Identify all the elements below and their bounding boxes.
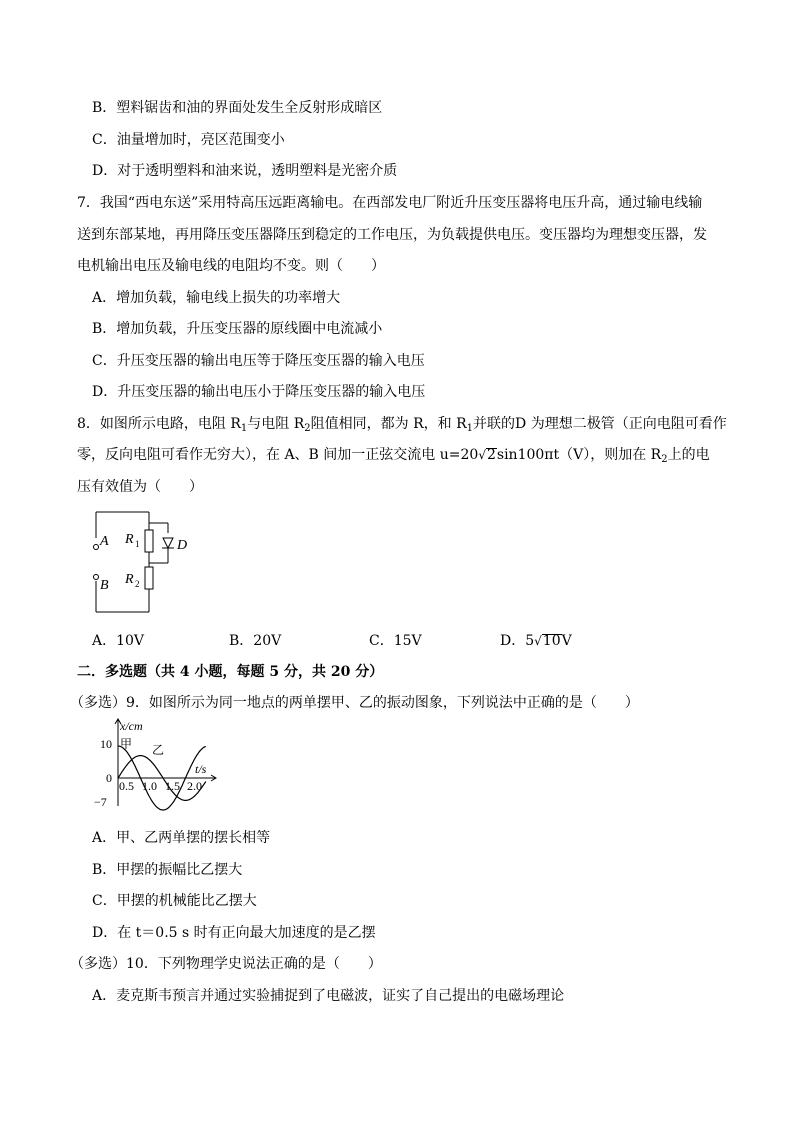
y-tick-10: 10: [100, 737, 112, 751]
q8-stem-line2: 零，反向电阻可看作无穷大），在 A、B 间加一正弦交流电 u=20√2sin100πt（V），则加在 $R_2$上的电: [77, 447, 710, 465]
diode-symbol: [163, 538, 173, 548]
section-2-heading: 二．多选题（共 4 小题，每题 5 分，共 20 分）: [77, 664, 384, 680]
q6-option-d: D．对于透明塑料和油来说，透明塑料是光密介质: [92, 163, 398, 179]
q7-stem-line3: 电机输出电压及输电线的电阻均不变。则（ ）: [77, 258, 385, 274]
x-axis-label: t/s: [195, 762, 207, 776]
q6-option-b: B．塑料锯齿和油的界面处发生全反射形成暗区: [92, 100, 383, 116]
q7-stem-line1: 7．我国“西电东送”采用特高压远距离输电。在西部发电厂附近升压变压器将电压升高，通过输电线输: [77, 195, 703, 211]
terminal-b: [94, 575, 99, 580]
label-jia: 甲: [120, 737, 133, 751]
q8-stem-line1: 8．如图所示电路，电阻 $R_1$与电阻 $R_2$阻值相同，都为 R，和 $R_1$并联的D 为理想二极管（正向电阻可看作: [77, 416, 727, 434]
q10-stem: （多选）10．下列物理学史说法正确的是（ ）: [70, 956, 382, 972]
x-tick-1.5: 1.5: [165, 779, 180, 793]
q9-stem: （多选）9．如图所示为同一地点的两单摆甲、乙的振动图象，下列说法中正确的是（ ）: [70, 695, 639, 711]
q7-stem-line2: 送到东部某地，再用降压变压器降压到稳定的工作电压，为负载提供电压。变压器均为理想变压器，发: [77, 227, 707, 243]
label-r1: R: [125, 532, 134, 547]
q6-option-c: C．油量增加时，亮区范围变小: [92, 132, 285, 148]
q8-circuit-diagram: [88, 505, 198, 617]
x-tick-2.0: 2.0: [187, 779, 202, 793]
y-tick-0: 0: [106, 771, 112, 785]
q8-option-c: C．15V: [369, 633, 422, 649]
q9-option-c: C．甲摆的机械能比乙摆大: [92, 893, 257, 909]
q10-option-a: A．麦克斯韦预言并通过实验捕捉到了电磁波，证实了自己提出的电磁场理论: [92, 988, 565, 1004]
q7-option-c: C．升压变压器的输出电压等于降压变压器的输入电压: [92, 353, 425, 369]
q7-option-d: D．升压变压器的输出电压小于降压变压器的输入电压: [92, 384, 426, 400]
q9-option-d: D．在 t＝0.5 s 时有正向最大加速度的是乙摆: [92, 925, 376, 941]
label-r1-sub: 1: [135, 539, 140, 549]
label-a: A: [100, 534, 109, 549]
y-axis-label: x/cm: [120, 719, 143, 733]
q8-stem-line3: 压有效值为（ ）: [77, 479, 203, 495]
label-r2: R: [125, 572, 134, 587]
r1-resistor: [145, 530, 153, 552]
q9-vibration-graph: [94, 716, 224, 812]
x-tick-0.5: 0.5: [119, 779, 134, 793]
r2-resistor: [145, 567, 153, 589]
label-r2-sub: 2: [135, 579, 140, 589]
q8-option-a: A．10V: [92, 633, 145, 649]
terminal-a: [94, 545, 99, 550]
x-tick-1.0: 1.0: [142, 779, 157, 793]
label-b: B: [100, 578, 109, 593]
q9-option-a: A．甲、乙两单摆的摆长相等: [92, 830, 271, 846]
q7-option-a: A．增加负载，输电线上损失的功率增大: [92, 290, 341, 306]
q8-option-b: B．20V: [229, 633, 282, 649]
label-d: D: [177, 538, 188, 553]
q7-option-b: B．增加负载，升压变压器的原线圈中电流减小: [92, 321, 383, 337]
y-tick-neg7: −7: [94, 795, 107, 809]
label-yi: 乙: [152, 743, 165, 757]
q9-option-b: B．甲摆的振幅比乙摆大: [92, 862, 243, 878]
q8-option-d: D．5√10V: [500, 633, 572, 649]
